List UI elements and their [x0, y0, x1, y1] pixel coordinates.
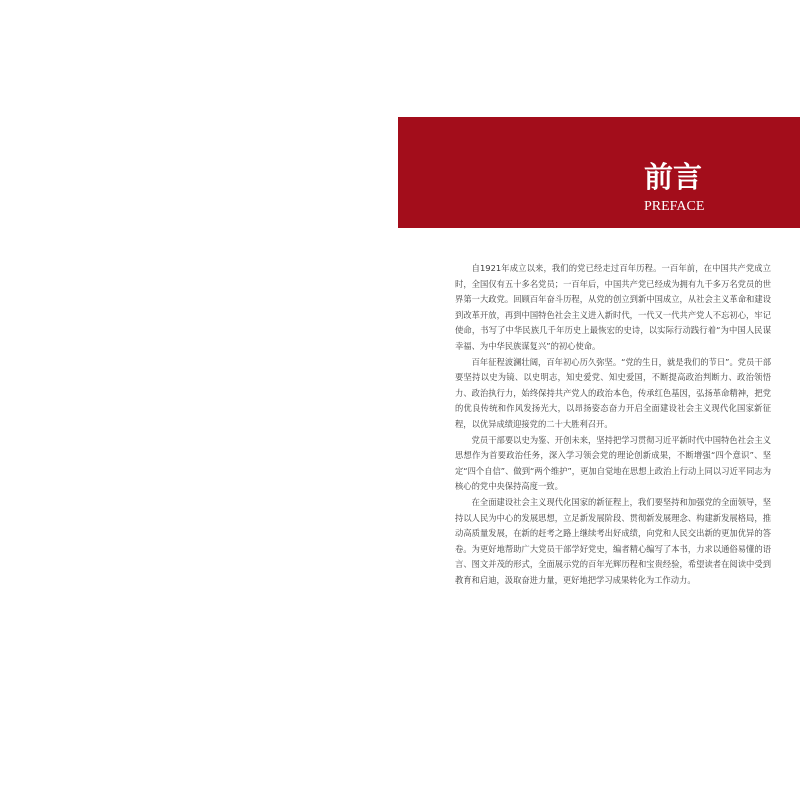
- paragraph: 党员干部要以史为鉴、开创未来，坚持把学习贯彻习近平新时代中国特色社会主义思想作为首要政治任务，深入学习领会党的理论创新成果，不断增强“四个意识”、坚定“四个自信”、做到“两个维护”，更加自觉地在思想上政治上行动上同以习近平同志为核心的党中央保持高度一致。: [455, 434, 771, 492]
- paragraph: 自1921年成立以来，我们的党已经走过百年历程。一百年前，在中国共产党成立时，全国仅有五十多名党员；一百年后，中国共产党已经成为拥有九千多万名党员的世界第一大政党。回顾百年奋斗历程，从党的创立到新中国成立，从社会主义革命和建设到改革开放，再到中国特色社会主义进入新时代，一代又一代共产党人不忘初心，牢记使命，书写了中华民族几千年历史上最恢宏的史诗，以实际行动践行着“为中国人民谋幸福、为中华民族谋复兴”的初心使命。: [455, 263, 771, 351]
- title-banner: [398, 117, 800, 228]
- paragraph: 百年征程波澜壮阔，百年初心历久弥坚。“党的生日，就是我们的节日”。党员干部要坚持以史为镜、以史明志，知史爱党、知史爱国，不断提高政治判断力、政治领悟力、政治执行力，始终保持共产党人的政治本色，传承红色基因，弘扬革命精神，把党的优良传统和作风发扬光大，以昂扬姿态奋力开启全面建设社会主义现代化国家新征程，以优异成绩迎接党的二十大胜利召开。: [455, 356, 771, 429]
- page-subtitle: PREFACE: [644, 199, 705, 214]
- page-title: 前言: [644, 160, 703, 194]
- preface-body: [455, 261, 771, 588]
- paragraph: 在全面建设社会主义现代化国家的新征程上，我们要坚持和加强党的全面领导，坚持以人民为中心的发展思想，立足新发展阶段、贯彻新发展理念、构建新发展格局，推动高质量发展，在新的赶考之路上继续考出好成绩，向党和人民交出新的更加优异的答卷。为更好地帮助广大党员干部学好党史，编者精心编写了本书，力求以通俗易懂的语言、图文并茂的形式，全面展示党的百年光辉历程和宝贵经验，希望读者在阅读中受到教育和启迪，汲取奋进力量，更好地把学习成果转化为工作动力。: [455, 496, 771, 585]
